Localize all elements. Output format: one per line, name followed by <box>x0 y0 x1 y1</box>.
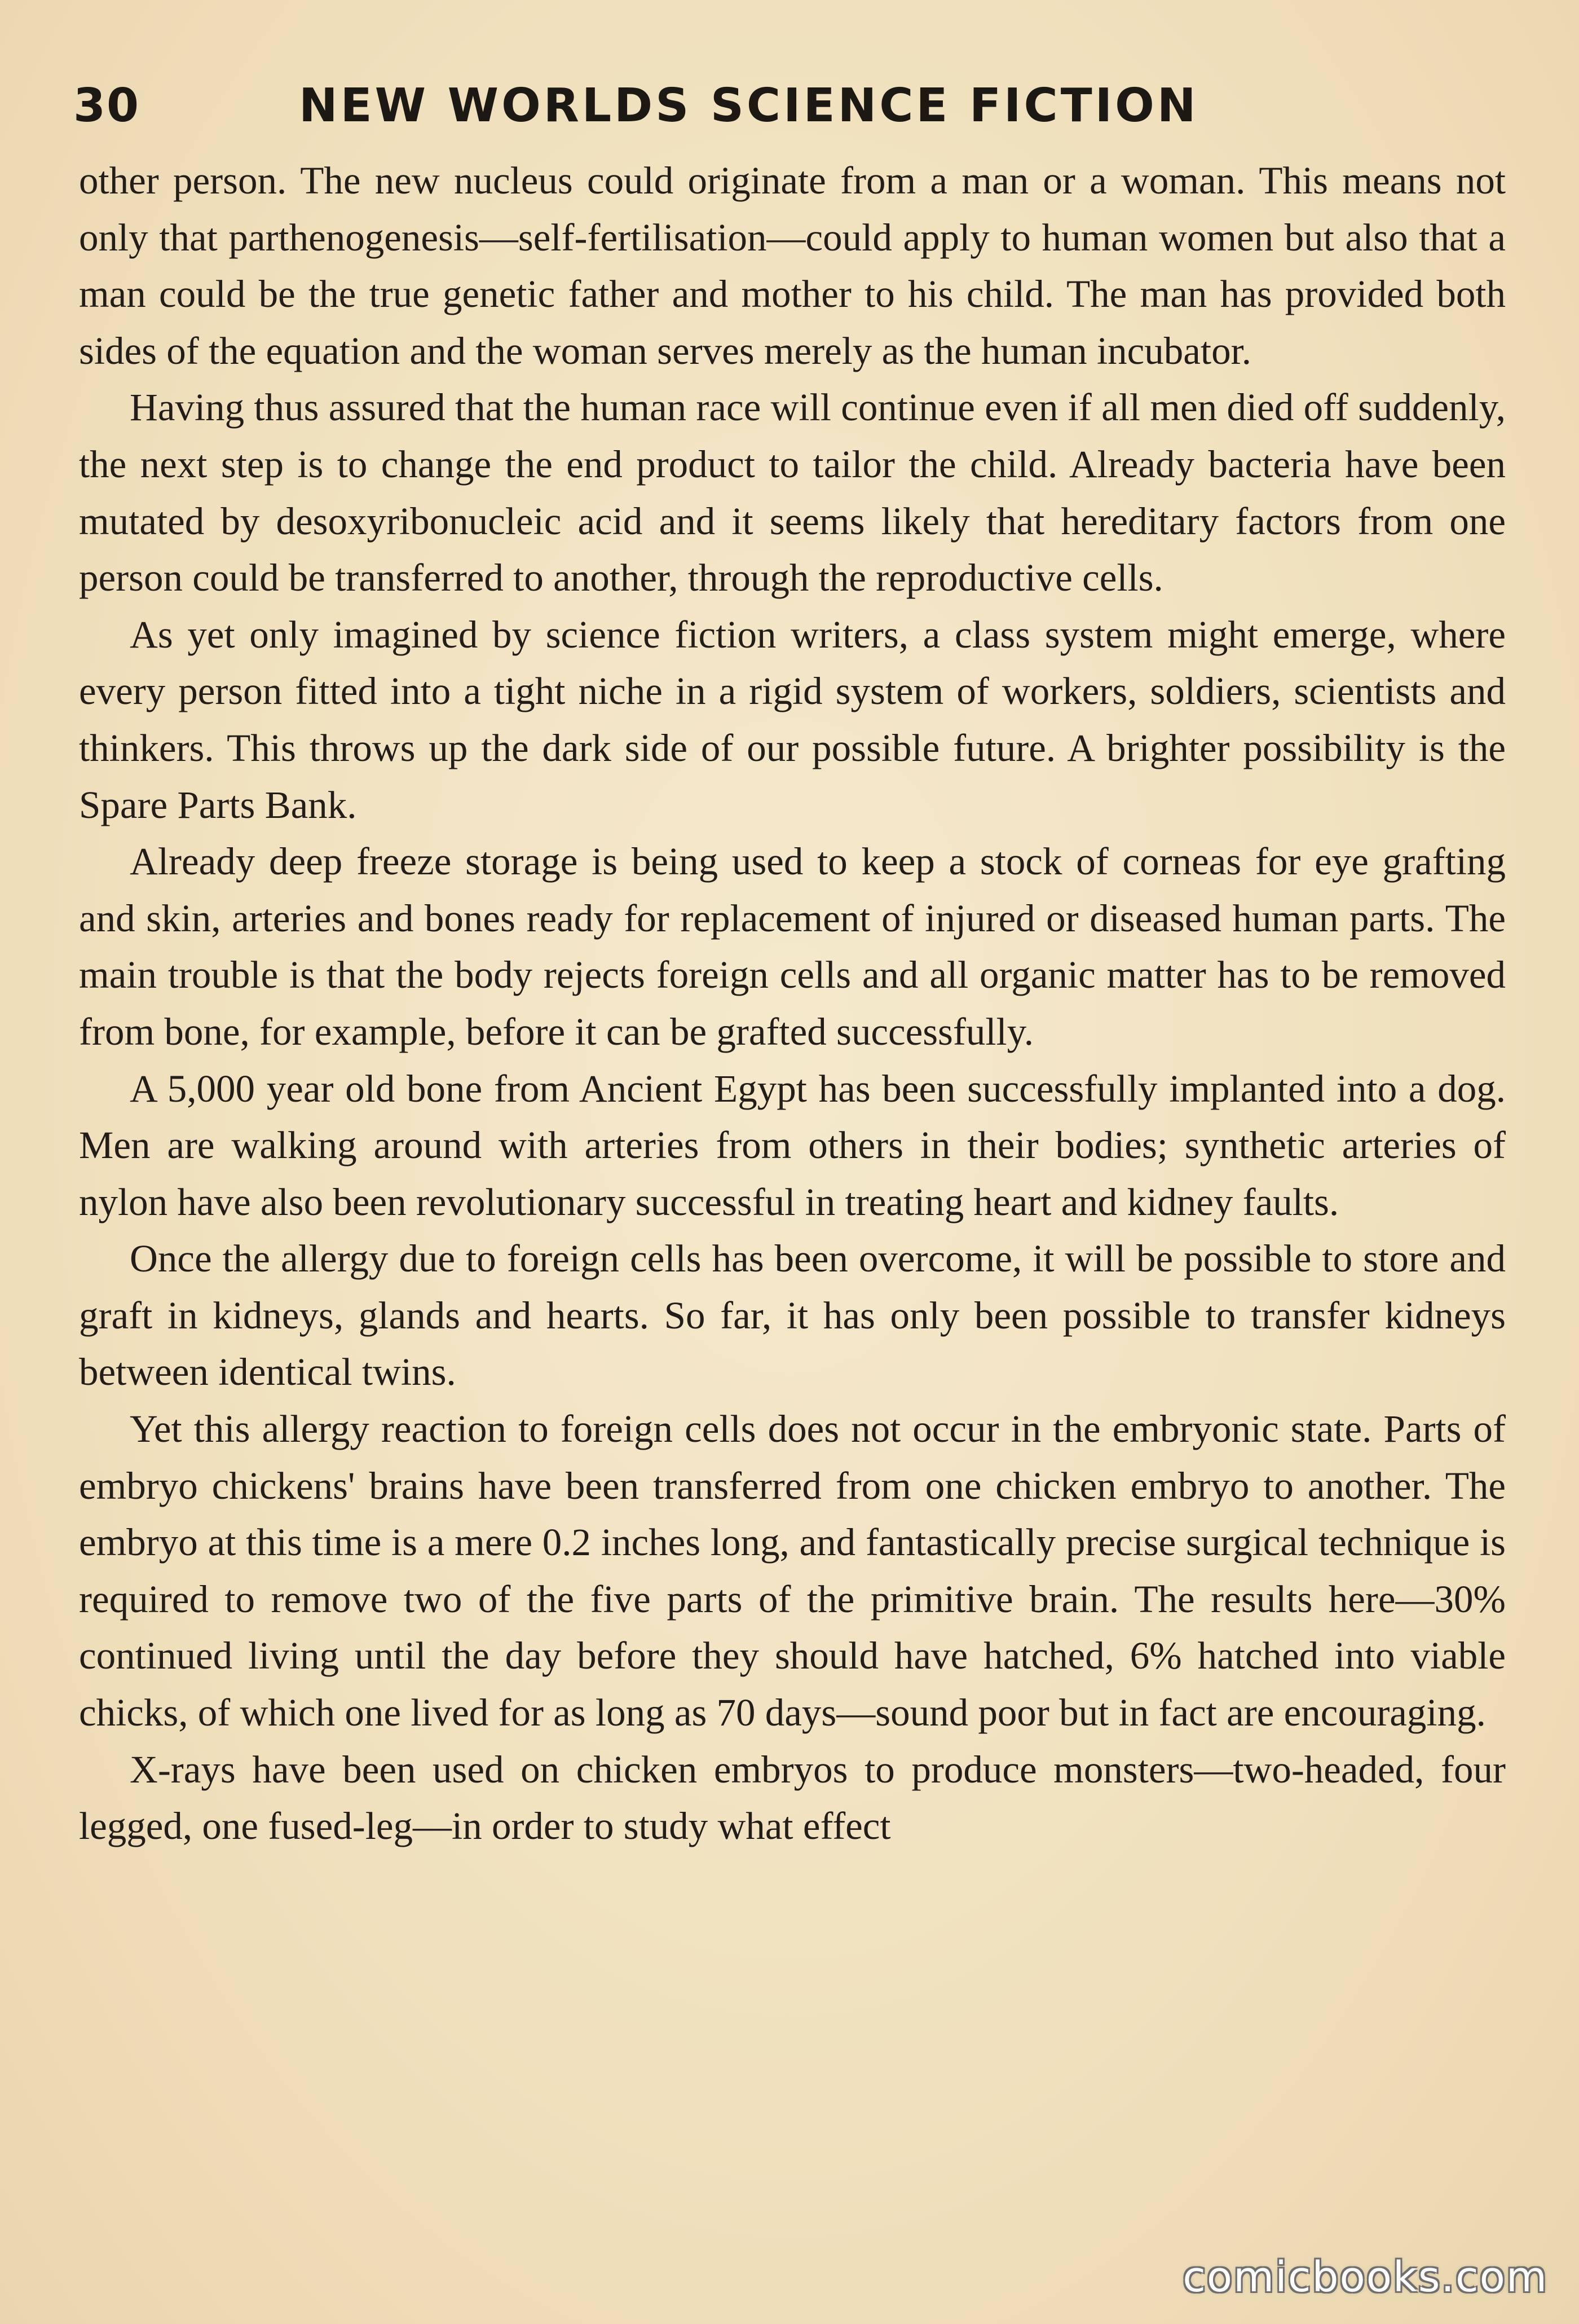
paragraph: other person. The new nucleus could originate from a man or a woman. This means not only that parthenogenesis—self-fertilisation—could apply to human women but also that a man could be the true genetic father and mother to his child. The man has provided both sides of the equation and the woman serves merely as the human incubator. <box>79 159 1506 372</box>
page-number: 30 <box>73 79 140 133</box>
paragraph: A 5,000 year old bone from Ancient Egypt has been successfully implanted into a dog. Men are walking around with arteries from others in their bodies; synthetic arteries of nylon have also been revolutionary successful in treating heart and kidney faults. <box>79 1067 1506 1223</box>
watermark: comicbooks.com <box>1183 2253 1548 2301</box>
article-body <box>79 152 1506 1855</box>
paragraph: X-rays have been used on chicken embryos to produce monsters—two-headed, four legged, one fused-leg—in order to study what effect <box>79 1748 1506 1848</box>
page-header <box>73 79 1517 141</box>
paragraph: Already deep freeze storage is being used to keep a stock of corneas for eye grafting and skin, arteries and bones ready for replacement of injured or diseased human parts. The main trouble is that the body rejects foreign cells and all organic matter has to be removed from bone, for example, before it can be grafted successfully. <box>79 840 1506 1053</box>
paragraph: Yet this allergy reaction to foreign cells does not occur in the embryonic state. Parts of embryo chickens' brains have been transferred from one chicken embryo to another. The embryo at this time is a mere 0.2 inches long, and fantastically precise surgical technique is required to remove two of the five parts of the primitive brain. The results here—30% continued living until the day before they should have hatched, 6% hatched into viable chicks, of which one lived for as long as 70 days—sound poor but in fact are encouraging. <box>79 1407 1506 1735</box>
paragraph: As yet only imagined by science fiction writers, a class system might emerge, where every person fitted into a tight niche in a rigid system of workers, soldiers, scientists and thinkers. This throws up the dark side of our possible future. A brighter possibility is the Spare Parts Bank. <box>79 613 1506 826</box>
running-title: NEW WORLDS SCIENCE FICTION <box>299 79 1199 133</box>
paragraph: Having thus assured that the human race will continue even if all men died off suddenly, the next step is to change the end product to tailor the child. Already bacteria have been mutated by desoxyribonucleic acid and it seems likely that hereditary factors from one person could be transferred to another, through the reproductive cells. <box>79 386 1506 600</box>
paragraph: Once the allergy due to foreign cells has been overcome, it will be possible to store and graft in kidneys, glands and hearts. So far, it has only been possible to transfer kidneys between identical twins. <box>79 1237 1506 1394</box>
